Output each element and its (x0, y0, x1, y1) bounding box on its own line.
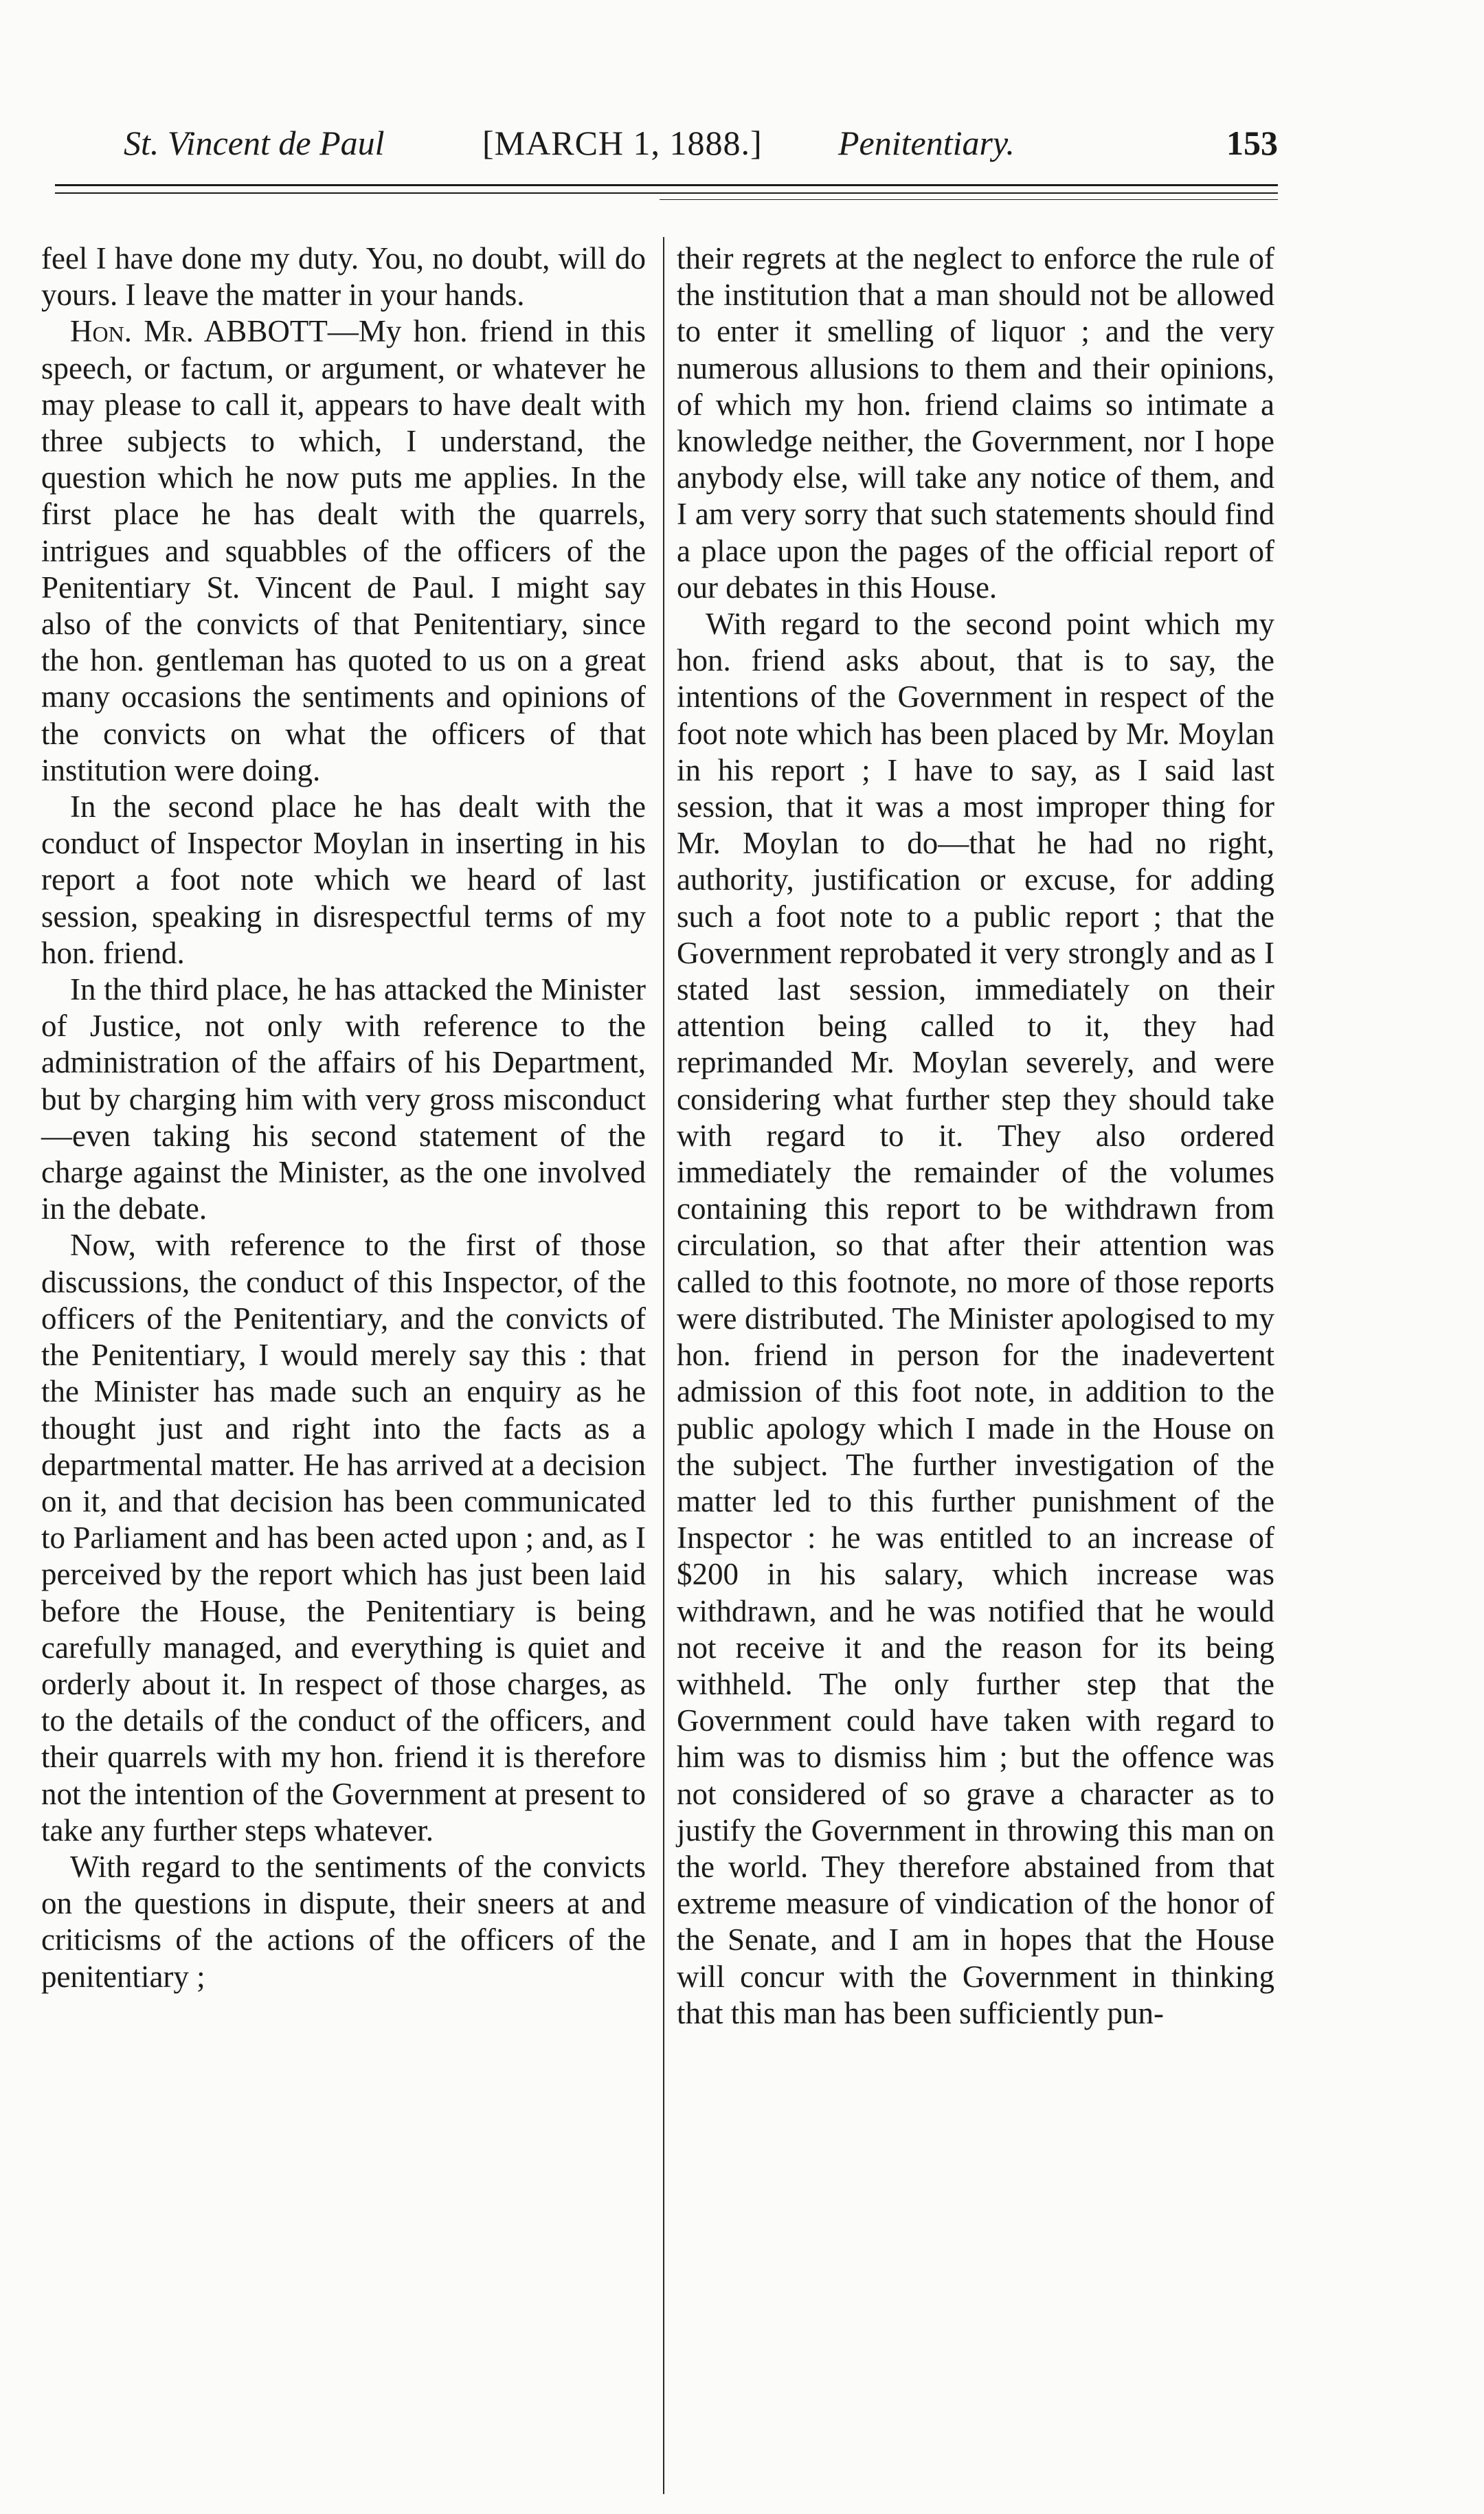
speaker-name: ABBOTT (193, 314, 328, 349)
paragraph: Now, with reference to the first of those discussions, the conduct of this Inspector, of the officers of the Penitentiary, and the convicts of the Penitentiary, I would merely say this : that the Minister has made such an enquiry as he thought just and right into the facts as a departmental matter. He has arrived at a decision on it, and that decision has been communicated to Parliament and has been acted upon ; and, as I perceived by the report which has just been laid before the House, the Penitentiary is being carefully managed, and everything is quiet and orderly about it. In respect of those charges, as to the details of the conduct of the officers, and their quarrels with my hon. friend it is therefore not the intention of the Government at present to take any further steps whatever. (41, 1228, 646, 1848)
paragraph (41, 313, 646, 789)
header-left-title: St. Vincent de Paul (124, 124, 385, 162)
paragraph: With regard to the sentiments of the convicts on the questions in dispute, their sneers at and criticisms of the actions of the officers of the penitentiary ; (41, 1849, 646, 1994)
paragraph: In the third place, he has attacked the Minister of Justice, not only with reference to the administration of the affairs of his Department, but by charging him with very gross misconduct—even taking his second statement of the charge against the Minister, as the one involved in the debate. (41, 972, 646, 1226)
header-rule-short (660, 199, 1278, 200)
header-rule-thick (55, 184, 1278, 186)
paragraph: With regard to the second point which my hon. friend asks about, that is to say, the intentions of the Government in respect of the foot note which has been placed by Mr. Moylan in his report ; I have to say, as I said last session, that it was a most improper thing for Mr. Moylan to do—that he had no right, authority, justification or excuse, for adding such a foot note to a public report ; that the Government reprobated it very strongly and as I stated last session, immediately on their attention being called to it, they had reprimanded Mr. Moylan severely, and were considering what further step they should take with regard to it. They also ordered immediately the remainder of the volumes containing this report to be withdrawn from circulation, so that after their attention was called to this footnote, no more of those reports were distributed. The Minister apologised to my hon. friend in person for the inadevertent admission of this foot note, in addition to the public apology which I made in the House on the subject. The further investigation of the matter led to this further punishment of the Inspector : he was entitled to an increase of $200 in his salary, which increase was withdrawn, and he was notified that he would not receive it and the reason for its being withheld. The only further step that the Government could have taken with regard to him was to dismiss him ; but the offence was not considered of so grave a character as to justify the Government in throwing this man on the world. They therefore abstained from that extreme measure of vindication of the honor of the Senate, and I am in hopes that the House will concur with the Government in thinking that this man has been sufficiently pun- (677, 607, 1274, 2030)
header-rule-thin (55, 192, 1278, 194)
column-divider (663, 237, 664, 2494)
paragraph: their regrets at the neglect to enforce the rule of the institution that a man should not be allowed to enter it smelling of liquor ; and the very numerous allusions to them and their opinions, of which my hon. friend claims so intimate a knowledge neither, the Government, nor I hope anybody else, will take any notice of them, and I am very sorry that such statements should find a place upon the pages of the official report of our debates in this House. (677, 241, 1274, 605)
running-header (96, 115, 1278, 170)
paragraph: In the second place he has dealt with the conduct of Inspector Moylan in inserting in his report a foot note which we heard of last session, speaking in disrespectful terms of my hon. friend. (41, 789, 646, 970)
header-right-title: Penitentiary. (838, 124, 1015, 162)
speech-text: —My hon. friend in this speech, or factum, or argument, or whatever he may please to call it, appears to have dealt with three subjects to which, I understand, the question which he now puts me applies. In the first place he has dealt with the quarrels, intrigues and squabbles of the officers of the Penitentiary St. Vincent de Paul. I might say also of the convicts of that Penitentiary, since the hon. gentleman has quoted to us on a great many occasions the sentiments and opinions of the convicts on what the officers of that institution were doing. (41, 314, 646, 787)
speaker-title: Hon. Mr. (70, 314, 194, 349)
paragraph: feel I have done my duty. You, no doubt, will do yours. I leave the matter in your hands. (41, 241, 646, 313)
right-column (677, 240, 1274, 2032)
page-number: 153 (1226, 124, 1278, 162)
header-date: [MARCH 1, 1888.] (482, 124, 763, 162)
left-column (41, 240, 646, 1995)
